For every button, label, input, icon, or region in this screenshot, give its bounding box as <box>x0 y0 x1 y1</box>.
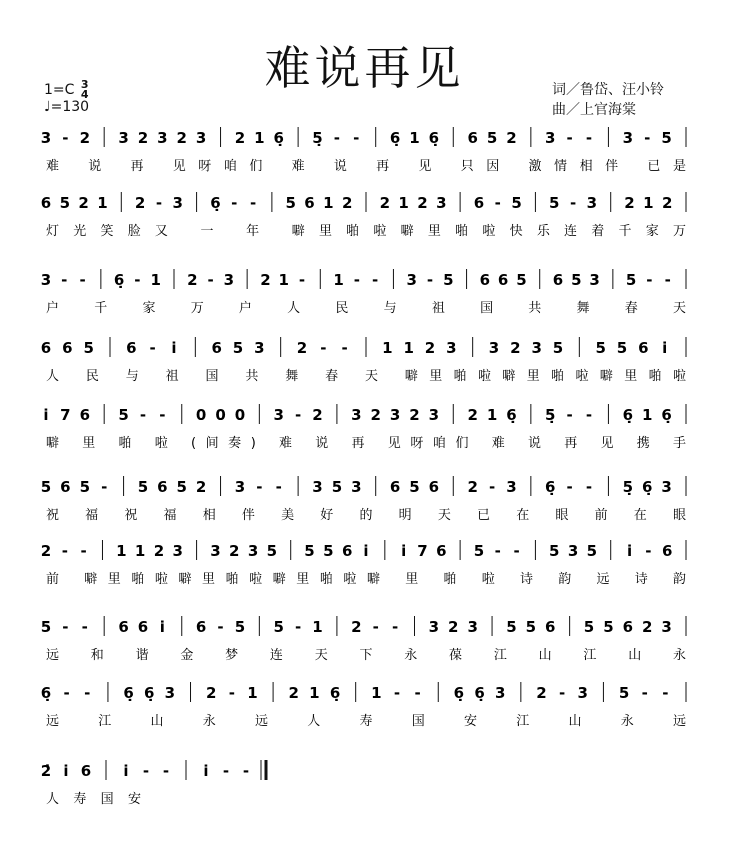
note: i <box>662 339 668 357</box>
note: 3 <box>254 339 265 357</box>
note: - <box>320 339 327 357</box>
note: - <box>585 129 593 147</box>
note: 3 <box>157 129 168 147</box>
note: - <box>391 618 399 636</box>
note: 6 <box>195 618 207 636</box>
note: 7 <box>417 542 428 560</box>
note: 1 <box>398 194 409 212</box>
note: 2 <box>641 618 653 636</box>
note: 5 <box>323 542 334 560</box>
note: 3 <box>506 478 517 496</box>
music-system <box>41 192 686 239</box>
note: 3 <box>494 684 506 702</box>
note: 3 <box>389 406 401 424</box>
note: - <box>494 194 501 212</box>
note: - <box>139 406 147 424</box>
note: 5 <box>285 194 296 212</box>
note: 5 <box>40 478 52 496</box>
note: - <box>646 271 653 289</box>
note: 5 <box>40 618 52 636</box>
music-system <box>41 682 686 729</box>
lyric-line: 祝 福 祝 福 相 伴 美 好 的 明 天 已 在 眼 前 在 眼 <box>46 508 686 523</box>
note: 5 <box>443 271 454 289</box>
note: 5 <box>516 271 527 289</box>
note: 5 <box>583 618 595 636</box>
note: 6̣ <box>453 684 465 702</box>
note: 5 <box>625 271 637 289</box>
note: 2 <box>229 542 240 560</box>
note: - <box>159 406 166 424</box>
note: 6 <box>473 194 485 212</box>
note: 0 <box>215 406 226 424</box>
note: - <box>242 762 250 780</box>
note: 3 <box>351 478 362 496</box>
note: - <box>79 271 86 289</box>
note: - <box>569 194 577 212</box>
note: 3 <box>586 194 598 212</box>
note: - <box>155 194 163 212</box>
note: 5 <box>304 542 315 560</box>
note: 2 <box>417 194 428 212</box>
note: 1 <box>382 339 393 357</box>
music-system <box>41 269 686 316</box>
time-signature-bottom: 4 <box>80 88 89 101</box>
note: 6 <box>40 339 52 357</box>
note: 2 <box>234 129 246 147</box>
note: 6 <box>638 339 649 357</box>
note: 6̣ <box>273 129 284 147</box>
note: - <box>81 618 88 636</box>
lyric-line: 户 千 家 万 户 人 民 与 祖 国 共 舞 春 天 <box>46 301 686 316</box>
note: - <box>231 194 238 212</box>
note: 3 <box>531 339 542 357</box>
note: 5 <box>552 339 564 357</box>
note: 5 <box>549 542 560 560</box>
composer-credit: 曲／上官海棠 <box>552 102 636 118</box>
note: 5 <box>409 478 420 496</box>
note: 6 <box>661 542 673 560</box>
note: 2 <box>448 618 459 636</box>
lyricist-credit: 词／鲁岱、汪小铃 <box>552 82 664 98</box>
note: - <box>63 684 70 702</box>
note: 5 <box>137 478 149 496</box>
note: i <box>203 762 209 780</box>
note: 3 <box>247 542 259 560</box>
note: i <box>401 542 407 560</box>
note: 6̣ <box>329 684 341 702</box>
note: - <box>62 618 69 636</box>
note: 5 <box>525 618 537 636</box>
lyric-line: 人 寿 国 安 <box>46 792 141 807</box>
note: 6̣ <box>474 684 485 702</box>
note: - <box>566 406 573 424</box>
note: i <box>159 618 165 636</box>
note: 2 <box>153 542 165 560</box>
note: - <box>353 129 360 147</box>
music-system <box>41 540 686 587</box>
note: 6̣ <box>661 406 672 424</box>
note: 3 <box>661 478 672 496</box>
note: 3 <box>446 339 457 357</box>
note: 5 <box>118 406 129 424</box>
music-system <box>43 404 686 451</box>
note: 2 <box>260 271 271 289</box>
note: 7 <box>60 406 71 424</box>
note: 6 <box>62 339 73 357</box>
note: 5 <box>603 618 614 636</box>
key-text: 1=C <box>44 82 75 98</box>
note: i <box>626 542 633 560</box>
note: 5 <box>176 478 187 496</box>
note: 6 <box>118 618 129 636</box>
note: 5 <box>595 339 606 357</box>
note: 0 <box>195 406 207 424</box>
note: 6 <box>40 194 52 212</box>
note: 2 <box>409 406 420 424</box>
note: i <box>123 762 129 780</box>
note: 1 <box>150 271 161 289</box>
note: 5̣ <box>545 406 556 424</box>
music-system <box>41 127 686 174</box>
note: 6̣ <box>428 129 440 147</box>
note: 2 <box>351 618 362 636</box>
lyric-line: 难 说 再 见呀咱们 难 说 再 见 只因 激情相伴 已是 <box>46 159 686 174</box>
note: 2 <box>195 478 207 496</box>
note: - <box>341 339 348 357</box>
note: 2 <box>506 129 517 147</box>
note: 3 <box>622 129 634 147</box>
note: 3 <box>577 684 588 702</box>
note: 2 <box>536 684 547 702</box>
note: 5 <box>661 129 672 147</box>
note: 6 <box>304 194 315 212</box>
note: 5 <box>59 194 71 212</box>
note: 6̣ <box>545 478 556 496</box>
note: 6̣ <box>113 271 125 289</box>
lyric-line: 灯光笑脸又 一 年 噼里啪啦噼里啪啦快乐连着千家万 <box>46 224 686 239</box>
lyric-line: 人 民 与 祖 国 共 舞 春 天 噼里啪啦噼里啪啦噼里啪啦 <box>46 369 686 384</box>
note: 3 <box>40 129 52 147</box>
note: 2 <box>205 684 217 702</box>
note: 3 <box>223 271 235 289</box>
note: - <box>80 542 87 560</box>
note: 2 <box>296 339 308 357</box>
note: - <box>298 271 306 289</box>
note: 6 <box>80 762 92 780</box>
note: - <box>295 406 302 424</box>
note: - <box>101 478 108 496</box>
note: 0 <box>234 406 246 424</box>
note: - <box>61 271 68 289</box>
note: 3 <box>273 406 284 424</box>
note: 2 <box>467 478 478 496</box>
note: - <box>84 684 91 702</box>
note: 3 <box>312 478 323 496</box>
note: - <box>494 542 501 560</box>
note: - <box>644 129 651 147</box>
tempo-mark: ♩=130 <box>44 99 90 115</box>
note: 5 <box>266 542 278 560</box>
note: 1 <box>643 194 654 212</box>
note: 3 <box>172 542 183 560</box>
note: - <box>664 271 671 289</box>
note: 2 <box>288 684 299 702</box>
note: 2 <box>424 339 436 357</box>
note: - <box>566 129 573 147</box>
note: 2 <box>510 339 521 357</box>
note: 3 <box>589 271 600 289</box>
note: 2 <box>661 194 673 212</box>
note: 6 <box>341 542 353 560</box>
note: 6 <box>157 478 168 496</box>
note: 3 <box>567 542 579 560</box>
note: - <box>585 406 593 424</box>
note: 3 <box>428 618 440 636</box>
note: - <box>566 478 573 496</box>
note: 5 <box>586 542 598 560</box>
note: 1 <box>116 542 127 560</box>
note: - <box>393 684 401 702</box>
note: 6̣ <box>622 406 634 424</box>
note: 6 <box>60 478 71 496</box>
note: - <box>414 684 421 702</box>
note: - <box>217 618 224 636</box>
music-system <box>41 760 266 807</box>
note: 3 <box>436 194 447 212</box>
note: - <box>142 762 150 780</box>
note: 6 <box>211 339 222 357</box>
music-system <box>41 476 686 523</box>
note: 5 <box>618 684 630 702</box>
lyric-line: 噼 里 啪 啦 (间奏) 难 说 再 见呀咱们 难 说 再 见 携 手 <box>46 436 686 451</box>
note: 5 <box>473 542 485 560</box>
note: - <box>372 618 379 636</box>
note: 2̇ <box>40 762 52 780</box>
music-system <box>41 337 686 384</box>
note: 5 <box>83 339 94 357</box>
note: - <box>585 478 593 496</box>
note: 1 <box>371 684 382 702</box>
note: - <box>372 271 379 289</box>
note: - <box>207 271 214 289</box>
note: 1 <box>278 271 289 289</box>
note: 3 <box>467 618 478 636</box>
lyric-line: 远 江 山 永 远 人 寿 国 安 江 山 永 远 <box>46 714 687 729</box>
note: 2 <box>370 406 381 424</box>
note: - <box>645 542 652 560</box>
note: 5 <box>273 618 284 636</box>
note: - <box>162 762 170 780</box>
note: 5 <box>549 194 560 212</box>
note: 3 <box>406 271 417 289</box>
note: 6 <box>389 478 401 496</box>
note: - <box>134 271 141 289</box>
note: - <box>353 271 360 289</box>
note: 5 <box>331 478 343 496</box>
note: - <box>228 684 235 702</box>
note: 5 <box>79 478 91 496</box>
note: 6 <box>428 478 440 496</box>
note: - <box>333 129 341 147</box>
note: 3 <box>234 478 246 496</box>
note: i <box>63 762 69 780</box>
note: 3 <box>428 406 440 424</box>
note: 2 <box>187 271 198 289</box>
note: 3 <box>195 129 207 147</box>
note: 3 <box>210 542 221 560</box>
note: 6̣ <box>389 129 401 147</box>
note: 6 <box>126 339 137 357</box>
note: i <box>43 406 49 424</box>
note: - <box>61 542 68 560</box>
note: i <box>363 542 369 560</box>
note: 3 <box>661 618 672 636</box>
note: - <box>256 478 263 496</box>
note: 1 <box>309 684 320 702</box>
note: 6 <box>545 618 556 636</box>
note: 5 <box>234 618 246 636</box>
note: 6 <box>552 271 564 289</box>
note: 1 <box>134 542 146 560</box>
note: 2 <box>78 194 89 212</box>
note: 6̣ <box>40 684 52 702</box>
note: i <box>171 339 177 357</box>
note: 2 <box>467 406 478 424</box>
note: 5 <box>571 271 582 289</box>
note: 1 <box>323 194 334 212</box>
note: 2 <box>176 129 187 147</box>
note: 2 <box>341 194 353 212</box>
note: 6 <box>497 271 509 289</box>
note: 5 <box>232 339 244 357</box>
note: 1 <box>97 194 108 212</box>
note: 3 <box>118 129 129 147</box>
note: - <box>149 339 156 357</box>
note: - <box>295 618 302 636</box>
note: 5 <box>616 339 628 357</box>
note: 6̣ <box>123 684 134 702</box>
note: 6̣ <box>210 194 221 212</box>
note: 5 <box>511 194 522 212</box>
note: 1 <box>312 618 323 636</box>
note: - <box>641 684 648 702</box>
note: 1 <box>247 684 258 702</box>
lyric-line: 前 噼里啪啦噼里啪啦噼里啪啦噼 里 啪 啦 诗 韵 远 诗 韵 <box>46 572 686 587</box>
note: 6 <box>479 271 491 289</box>
note: 6 <box>467 129 478 147</box>
note: 1 <box>409 129 420 147</box>
note: 5̣ <box>312 129 323 147</box>
note: - <box>249 194 257 212</box>
note: - <box>559 684 566 702</box>
note: - <box>488 478 496 496</box>
note: 3 <box>164 684 176 702</box>
note: 6̣ <box>506 406 517 424</box>
note: - <box>62 129 69 147</box>
note: 2 <box>40 542 52 560</box>
note: 1 <box>641 406 653 424</box>
note: 3 <box>488 339 500 357</box>
note: 6̣ <box>641 478 653 496</box>
time-signature-top: 3 <box>80 78 89 91</box>
note: 3 <box>351 406 362 424</box>
note: 2 <box>312 406 323 424</box>
note: 6 <box>137 618 149 636</box>
note: 3 <box>545 129 556 147</box>
note: 5 <box>486 129 498 147</box>
note: - <box>222 762 230 780</box>
note: 6 <box>79 406 91 424</box>
lyric-line: 远 和 谐 金 梦 连 天 下 永 葆 江 山 江 山 永 <box>46 648 687 663</box>
note: 2 <box>624 194 635 212</box>
note: 2 <box>137 129 149 147</box>
note: 1 <box>403 339 414 357</box>
note: 5 <box>506 618 517 636</box>
note: 3 <box>40 271 52 289</box>
note: 6 <box>622 618 634 636</box>
note: 1 <box>333 271 344 289</box>
note: - <box>662 684 669 702</box>
note: 1 <box>254 129 265 147</box>
note: 2 <box>79 129 91 147</box>
note: 5̣ <box>622 478 634 496</box>
note: 6̣ <box>144 684 155 702</box>
note: 2 <box>379 194 391 212</box>
note: - <box>513 542 520 560</box>
note: - <box>426 271 434 289</box>
note: 3 <box>172 194 183 212</box>
music-system <box>41 616 686 663</box>
note: 6 <box>436 542 447 560</box>
note: 2 <box>134 194 146 212</box>
note: 1 <box>486 406 498 424</box>
note: - <box>275 478 282 496</box>
song-title: 难说再见 <box>264 41 465 95</box>
